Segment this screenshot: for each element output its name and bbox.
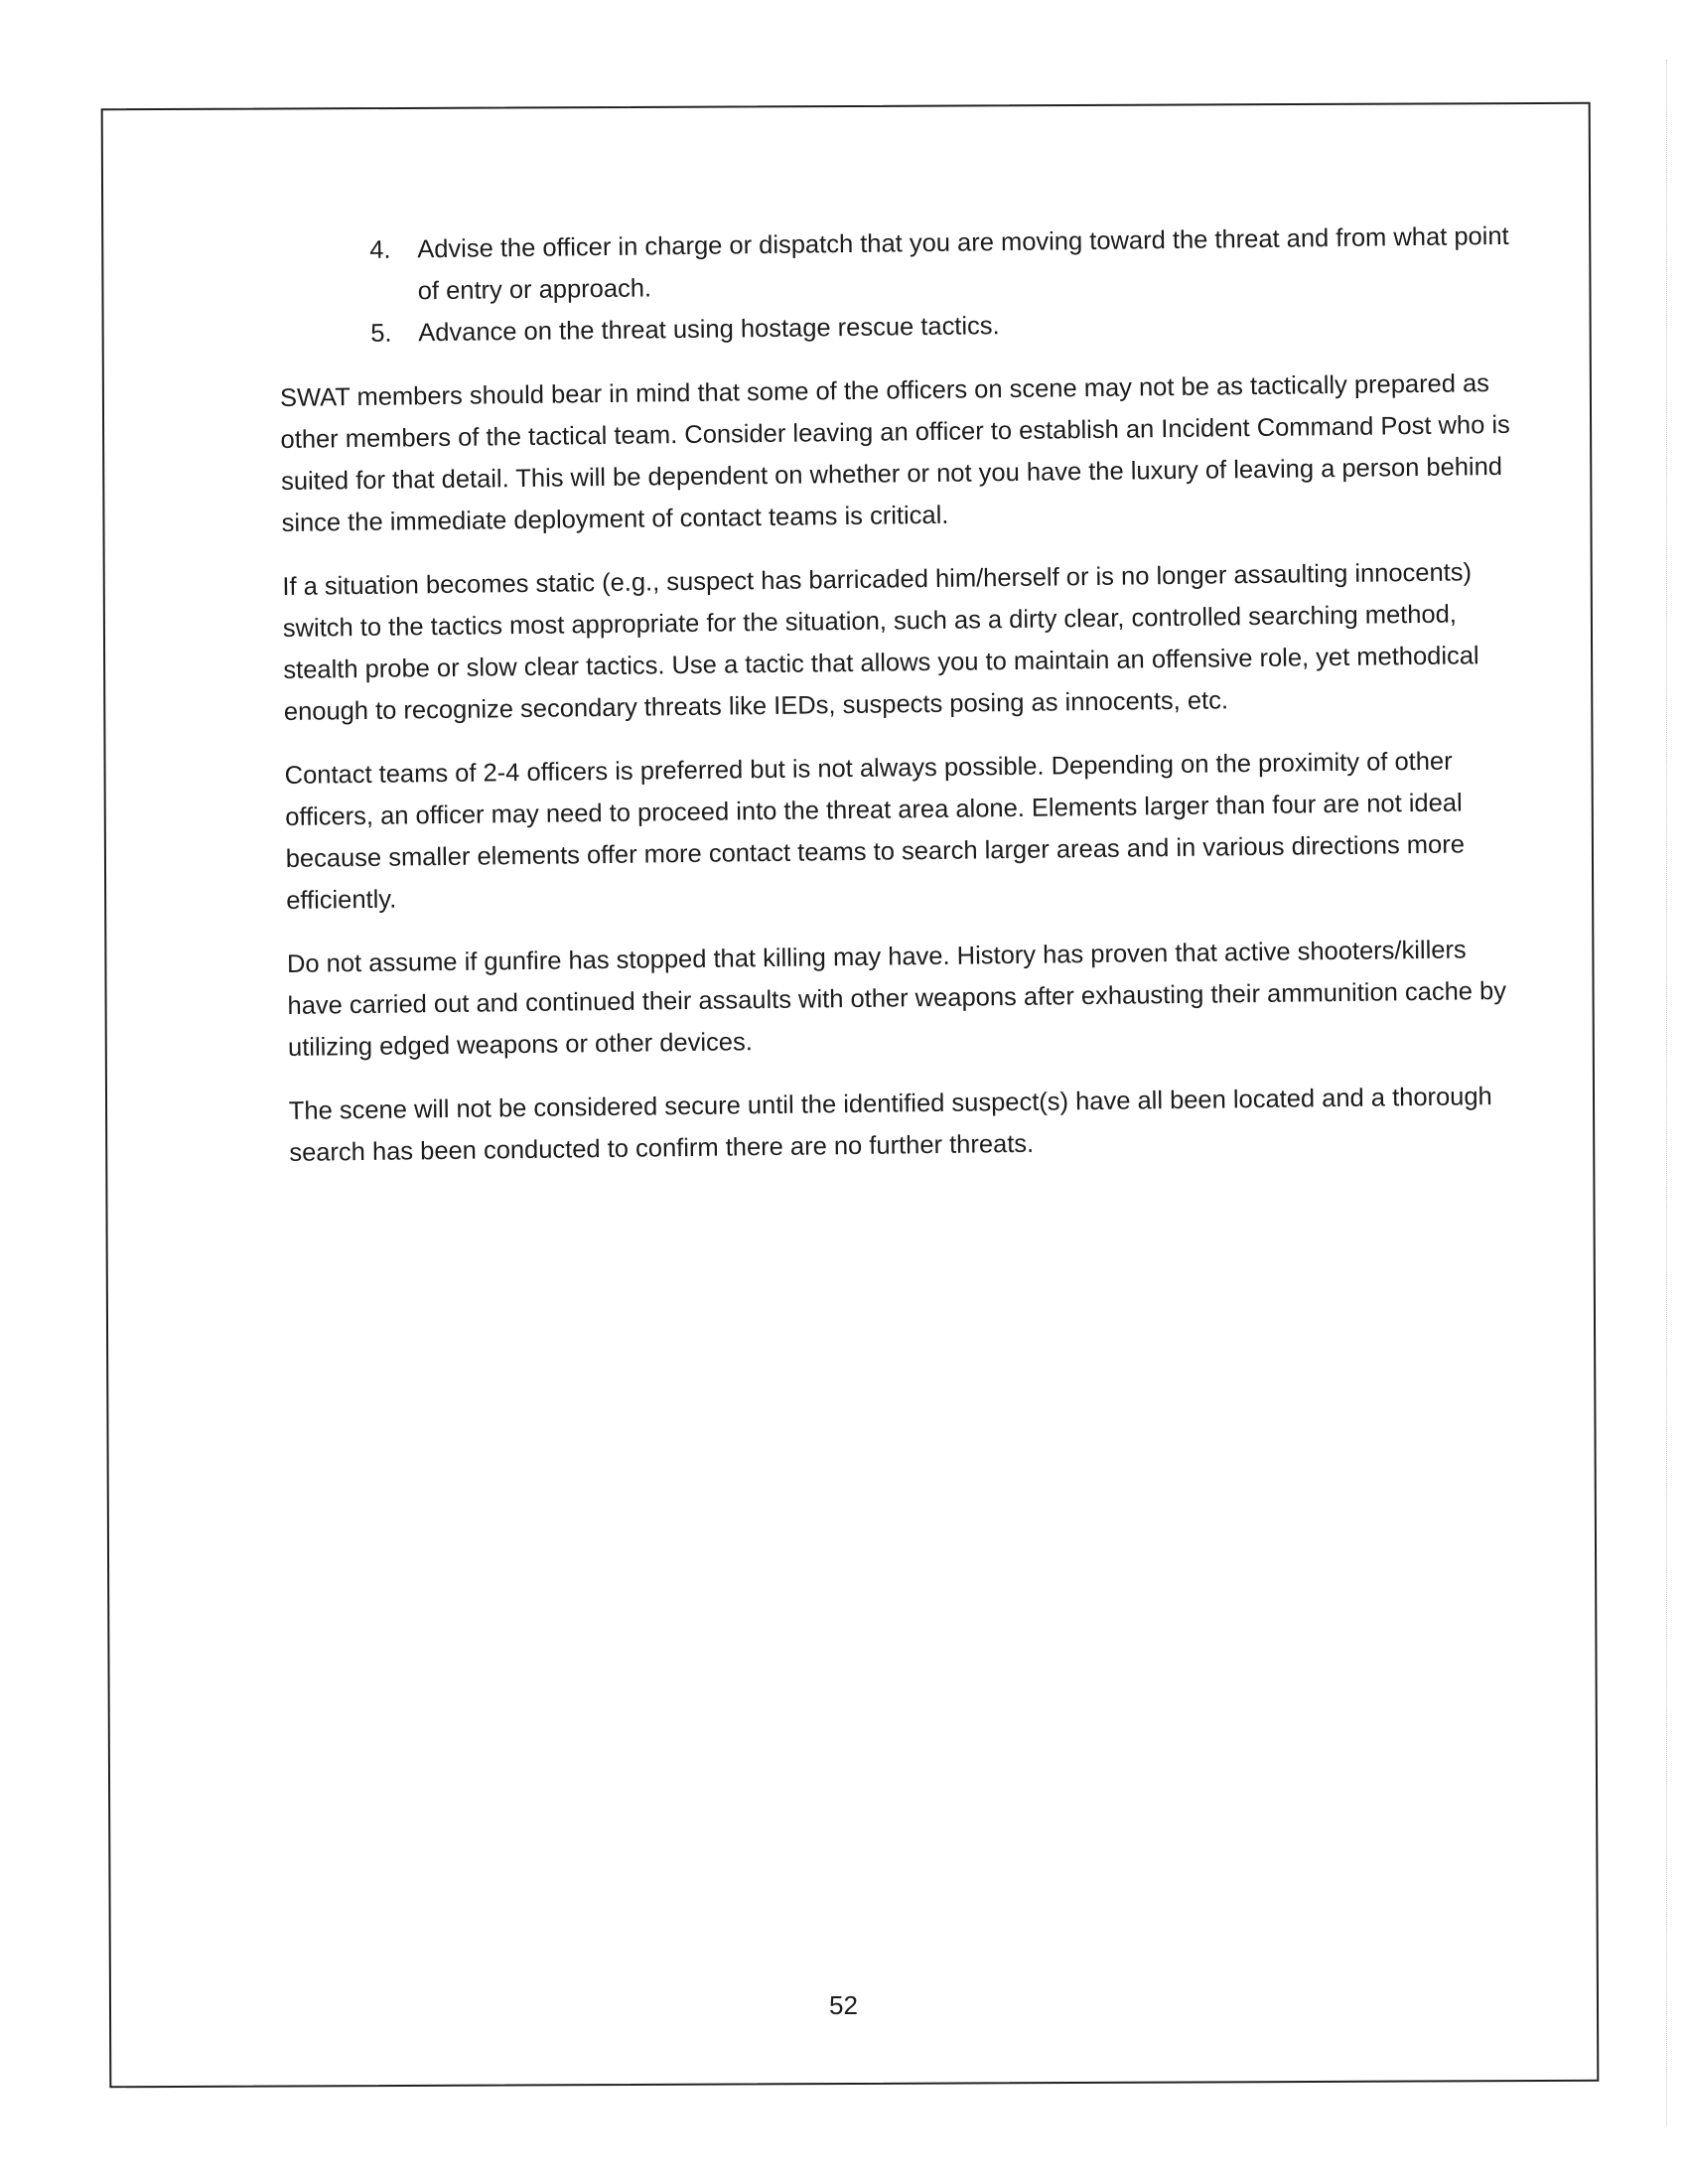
paragraph-static-situation: If a situation becomes static (e.g., suspect has barricaded him/herself or is no longer assaulting innocents) switch to the tactics most appropriate for the situation, such as a dirty clear, controlled searching method, stealth probe or slow clear tactics. Use a tactic that allows you to maintain an offensive role, yet methodical enough to recognize secondary threats like IEDs, suspects posing as innocents, etc. (282, 558, 1479, 726)
scan-edge-line (1665, 60, 1667, 2125)
numbered-list (278, 216, 1510, 356)
paragraph-scene-secure: The scene will not be considered secure until the identified suspect(s) have all been located and a thorough search has been conducted to confirm there are no further threats. (288, 1083, 1492, 1167)
document-body (278, 216, 1521, 1196)
paragraph-contact-teams: Contact teams of 2-4 officers is preferred but is not always possible. Depending on the proximity of other officers, an officer may need to proceed into the threat area alone. Elements larger than four are not ideal because smaller elements offer more contact teams to search larger areas and in various directions more efficiently. (284, 747, 1466, 915)
paragraph-gunfire: Do not assume if gunfire has stopped that killing may have. History has proven that active shooters/killers have carried out and continued their assaults with other weapons after exhausting their ammunition cache by utilizing edged weapons or other devices. (286, 936, 1507, 1062)
list-item-text: Advise the officer in charge or dispatch that you are moving toward the threat and from what point of entry or approach. (417, 221, 1509, 306)
list-item (369, 216, 1510, 312)
list-item-number: 5. (370, 319, 392, 348)
page-number: 52 (829, 1990, 858, 2020)
paragraph-swat-members: SWAT members should bear in mind that some of the officers on scene may not be as tactically prepared as other members of the tactical team. Consider leaving an officer to establish an Incident Command Post who is suited for that detail. This will be dependent on whether or not you have the luxury of leaving a person behind since the immediate deployment of contact teams is critical. (279, 369, 1510, 537)
list-item-text: Advance on the threat using hostage rescue tactics. (418, 312, 1000, 348)
list-item-number: 4. (369, 235, 391, 264)
